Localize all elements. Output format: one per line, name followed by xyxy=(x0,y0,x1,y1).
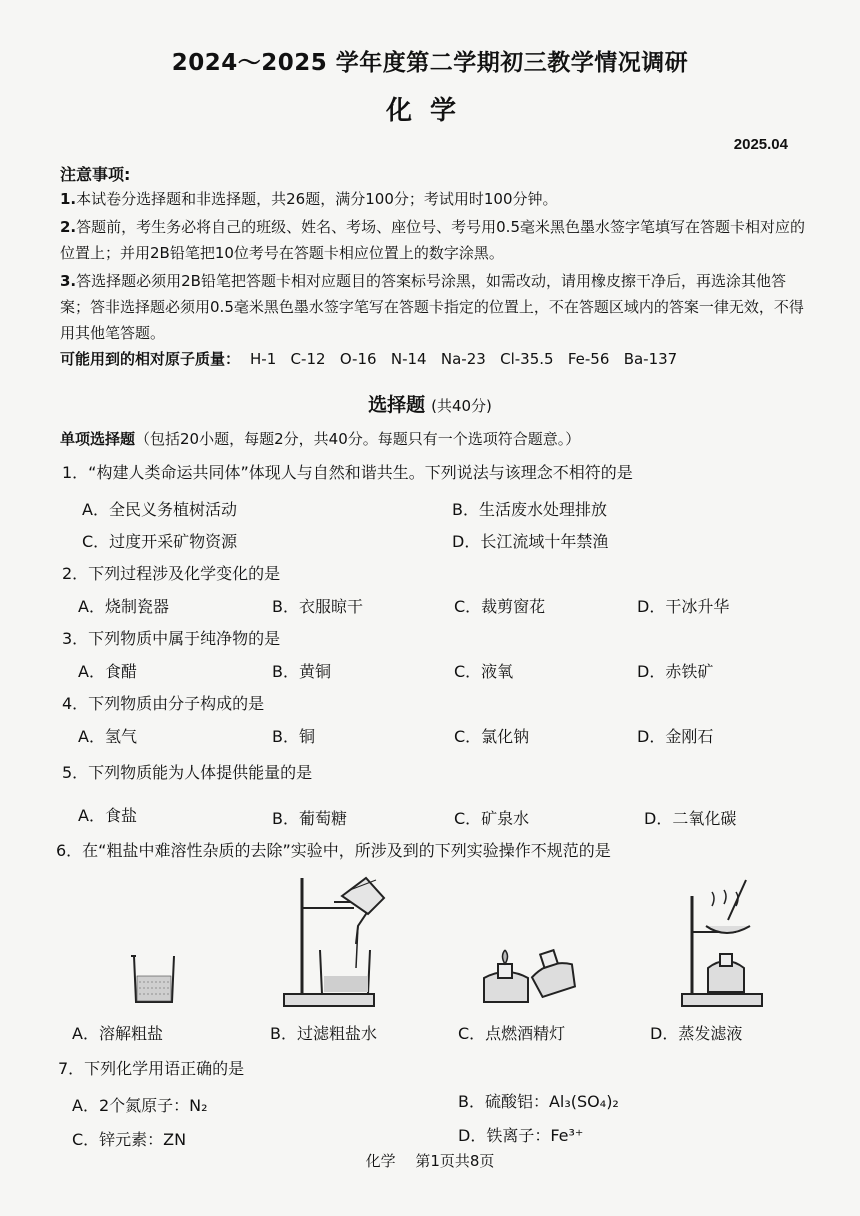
q6-option-c[interactable]: C．点燃酒精灯 xyxy=(458,1024,566,1043)
page-footer: 化学 第1页共8页 xyxy=(365,1152,495,1170)
question-6-stem: 6．在“粗盐中难溶性杂质的去除”实验中，所涉及到的下列实验操作不规范的是 xyxy=(56,841,611,860)
q5-option-c[interactable]: C．矿泉水 xyxy=(454,809,530,828)
q6-option-d[interactable]: D．蒸发滤液 xyxy=(650,1024,743,1043)
note-item-3: 3.答选择题必须用2B铅笔把答题卡相对应题目的答案标号涂黑，如需改动，请用橡皮擦干净后，再选涂其他答案；答非选择题必须用0.5毫米黑色墨水签字笔写在答题卡指定的位置上，不在答题区域内的答案一律无效，不得用其他笔答题。 xyxy=(60,272,804,342)
q1-option-b[interactable]: B．生活废水处理排放 xyxy=(452,500,607,519)
q1-option-d[interactable]: D．长江流域十年禁渔 xyxy=(452,532,609,551)
evaporation-figure xyxy=(678,876,768,1010)
q3-option-c[interactable]: C．液氧 xyxy=(454,662,514,681)
note-item-1: 1.本试卷分选择题和非选择题，共26题，满分100分；考试用时100分钟。 xyxy=(60,190,558,208)
question-2-stem: 2．下列过程涉及化学变化的是 xyxy=(62,564,281,583)
q5-option-a[interactable]: A．食盐 xyxy=(78,806,137,825)
alcohol-lamp-figure xyxy=(476,940,586,1010)
section-instructions: 单项选择题（包括20小题，每题2分，共40分。每题只有一个选项符合题意。） xyxy=(60,430,581,448)
q7-option-b[interactable]: B．硫酸铝：Al₃(SO₄)₂ xyxy=(458,1092,619,1111)
q3-option-b[interactable]: B．黄铜 xyxy=(272,662,331,681)
q3-option-a[interactable]: A．食醋 xyxy=(78,662,137,681)
q7-option-c[interactable]: C．锌元素：ZN xyxy=(72,1130,187,1149)
question-3-stem: 3．下列物质中属于纯净物的是 xyxy=(62,629,281,648)
q6-option-b[interactable]: B．过滤粗盐水 xyxy=(270,1024,377,1043)
q5-option-b[interactable]: B．葡萄糖 xyxy=(272,809,347,828)
beaker-dissolving-figure xyxy=(128,950,180,1006)
q4-option-a[interactable]: A．氢气 xyxy=(78,727,137,746)
q5-option-d[interactable]: D．二氧化碳 xyxy=(644,809,737,828)
question-5-stem: 5．下列物质能为人体提供能量的是 xyxy=(62,763,313,782)
q4-option-b[interactable]: B．铜 xyxy=(272,727,315,746)
exam-date: 2025.04 xyxy=(733,136,788,153)
q4-option-c[interactable]: C．氯化钠 xyxy=(454,727,530,746)
exam-title: 2024～2025 学年度第二学期初三教学情况调研 xyxy=(171,50,689,76)
q1-option-a[interactable]: A．全民义务植树活动 xyxy=(82,500,237,519)
q2-option-b[interactable]: B．衣服晾干 xyxy=(272,597,363,616)
q7-option-d[interactable]: D．铁离子：Fe³⁺ xyxy=(458,1126,584,1145)
note-item-2: 2.答题前，考生务必将自己的班级、姓名、考场、座位号、考号用0.5毫米黑色墨水签字笔填写在答题卡相对应的位置上；并用2B铅笔把10位考号在答题卡相应位置上的数字涂黑。 xyxy=(60,218,806,262)
q3-option-d[interactable]: D．赤铁矿 xyxy=(637,662,714,681)
atomic-mass-line: 可能用到的相对原子质量： H-1 C-12 O-16 N-14 Na-23 Cl-35.5 Fe-56 Ba-137 xyxy=(60,350,678,368)
question-1-stem: 1．“构建人类命运共同体”体现人与自然和谐共生。下列说法与该理念不相符的是 xyxy=(62,463,633,482)
q1-option-c[interactable]: C．过度开采矿物资源 xyxy=(82,532,238,551)
q6-option-a[interactable]: A．溶解粗盐 xyxy=(72,1024,163,1043)
filtration-figure xyxy=(280,868,390,1010)
section-title: 选择题 (共40分) xyxy=(368,394,492,416)
q2-option-a[interactable]: A．烧制瓷器 xyxy=(78,597,169,616)
q4-option-d[interactable]: D．金刚石 xyxy=(637,727,714,746)
subject-title: 化学 xyxy=(385,96,474,126)
q7-option-a[interactable]: A．2个氮原子：N₂ xyxy=(72,1096,208,1115)
q2-option-d[interactable]: D．干冰升华 xyxy=(637,597,730,616)
question-7-stem: 7．下列化学用语正确的是 xyxy=(58,1059,245,1078)
q2-option-c[interactable]: C．裁剪窗花 xyxy=(454,597,546,616)
question-4-stem: 4．下列物质由分子构成的是 xyxy=(62,694,265,713)
notes-heading: 注意事项: xyxy=(60,165,131,184)
